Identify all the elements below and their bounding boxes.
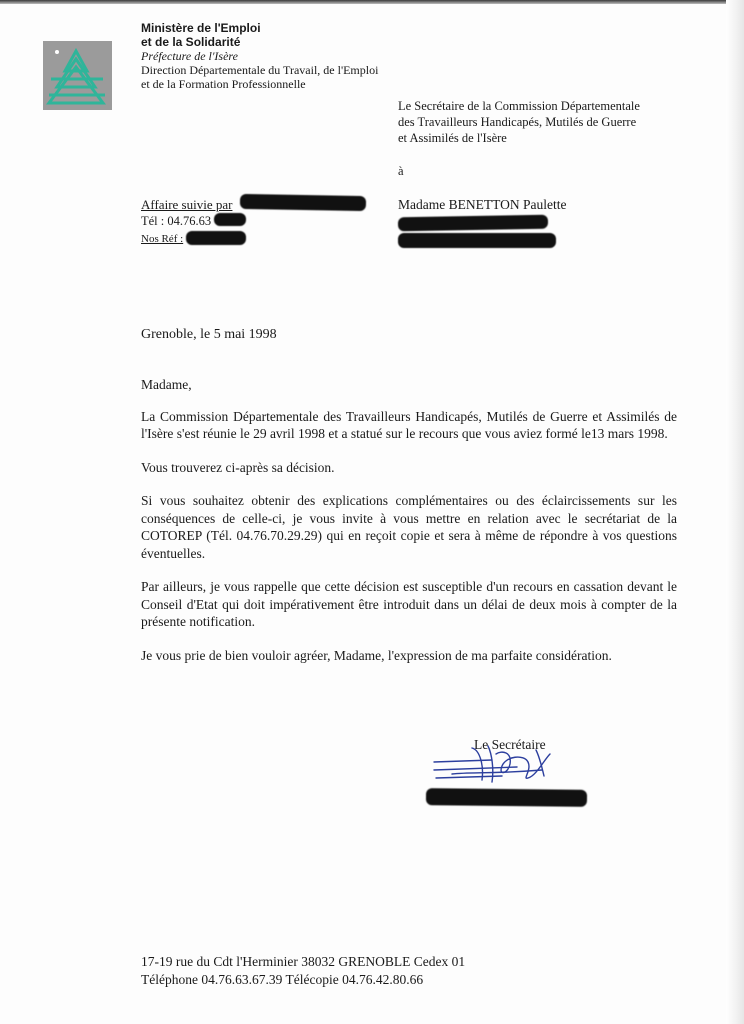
a-word: à: [398, 164, 404, 178]
scan-top-edge: [0, 0, 744, 4]
letter-date: Grenoble, le 5 mai 1998: [141, 327, 277, 342]
recipient-name: Madame BENETTON Paulette: [398, 197, 567, 212]
ministry-header: [141, 21, 441, 91]
ministry-logo: [43, 41, 112, 110]
paragraph-5: Je vous prie de bien vouloir agréer, Madame, l'expression de ma parfaite considération.: [141, 647, 612, 663]
ministry-line-1: Ministère de l'Emploi: [141, 21, 261, 35]
footer-phone: Téléphone 04.76.63.67.39 Télécopie 04.76.42.80.66: [141, 972, 424, 987]
signatory-title: Le Secrétaire: [474, 737, 546, 752]
paragraph-2: Vous trouverez ci-après sa décision.: [141, 459, 335, 475]
redaction-bar: [398, 233, 556, 248]
direction-line-1: Direction Départementale du Travail, de l'Emploi: [141, 63, 379, 77]
redaction-bar: [240, 194, 366, 211]
signature-icon: [432, 740, 562, 790]
redaction-bar: [214, 213, 246, 226]
paragraph-4: Par ailleurs, je vous rappelle que cette décision est susceptible d'un recours en cassation devant le Conseil d'Etat qui doit impérativement être introduit dans un délai de deux mois à compter de la présente notification.: [141, 579, 677, 629]
redaction-bar: [186, 231, 246, 245]
affaire-suivie-label: Affaire suivie par: [141, 197, 233, 212]
footer-address: 17-19 rue du Cdt l'Herminier 38032 GRENOBLE Cedex 01: [141, 954, 466, 969]
scan-right-edge: [726, 0, 744, 1024]
sender-line-2: des Travailleurs Handicapés, Mutilés de Guerre: [398, 115, 637, 129]
paragraph-1: La Commission Départementale des Travailleurs Handicapés, Mutilés de Guerre et Assimilés de l'Isère s'est réunie le 29 avril 1998 et a statué sur le recours que vous aviez formé le13 mars 1998.: [141, 408, 677, 441]
redaction-bar: [398, 215, 548, 232]
logo-pyramid-icon: [43, 41, 112, 110]
prefecture-line: Préfecture de l'Isère: [141, 49, 238, 63]
ministry-line-2: et de la Solidarité: [141, 35, 241, 49]
sender-line-1: Le Secrétaire de la Commission Départementale: [398, 99, 640, 113]
direction-line-2: et de la Formation Professionnelle: [141, 77, 306, 91]
footer: [141, 953, 465, 989]
nos-ref-label: Nos Réf :: [141, 233, 184, 245]
paragraph-3: Si vous souhaitez obtenir des explications complémentaires ou des éclaircissements sur les conséquences de celle-ci, je vous invite à vous mettre en relation avec le secrétariat de la COTOREP (Tél. 04.76.70.29.29) qui en reçoit copie et sera à même de répondre à vos questions éventuelles.: [141, 493, 677, 561]
sender-line-3: et Assimilés de l'Isère: [398, 131, 507, 145]
salutation: Madame,: [141, 377, 192, 392]
letter-body: [141, 376, 677, 680]
sender-block: [398, 98, 698, 146]
reference-tel: Tél : 04.76.63: [141, 214, 212, 228]
redaction-bar: [426, 788, 587, 807]
